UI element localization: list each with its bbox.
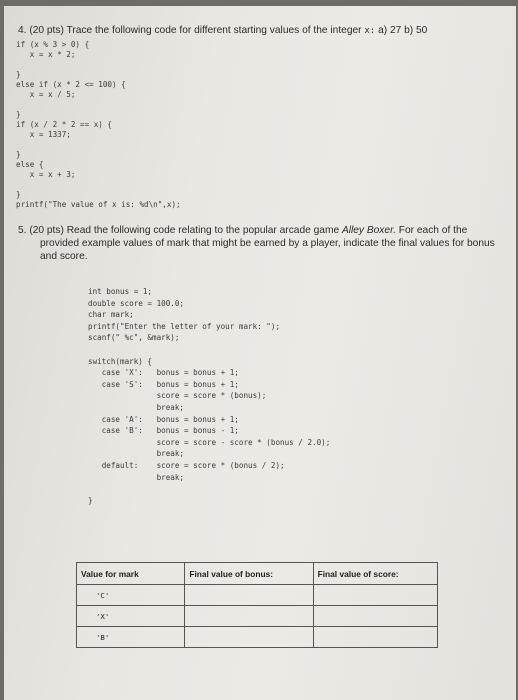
mark-value: 'X' [77, 606, 185, 627]
question-4-prompt [18, 24, 508, 38]
code-line: x = x + 3; [16, 170, 76, 179]
code-line: case 'A': bonus = bonus + 1; [88, 414, 239, 424]
table-row [77, 585, 438, 606]
code-line [16, 140, 181, 150]
code-line: default: score = score * (bonus / 2); [88, 460, 285, 470]
question-5-prompt [18, 224, 498, 263]
code-line: } [16, 70, 21, 79]
mark-value: 'C' [77, 585, 185, 606]
code-line: double score = 100.0; [88, 298, 185, 308]
q5-line3: and score. [40, 251, 88, 262]
score-answer-cell[interactable] [313, 606, 437, 627]
code-line: } [16, 110, 21, 119]
score-answer-cell[interactable] [313, 585, 437, 606]
q4-var: x: [364, 26, 376, 36]
header-score: Final value of score: [313, 563, 437, 585]
code-line: x = 1337; [16, 130, 71, 139]
code-line: printf("Enter the letter of your mark: "); [88, 321, 281, 331]
code-line: score = score - score * (bonus / 2.0); [88, 437, 331, 447]
code-line: scanf(" %c", &mark); [88, 333, 180, 343]
code-line [16, 180, 181, 190]
header-mark: Value for mark [77, 563, 185, 585]
code-line [16, 60, 181, 70]
code-line: } [88, 495, 93, 505]
code-line: case 'B': bonus = bonus - 1; [88, 426, 239, 436]
code-line: break; [88, 472, 185, 482]
q4-values: a) 27 b) 50 [375, 25, 428, 36]
code-line: if (x % 3 > 0) { [16, 40, 90, 49]
answer-table [76, 562, 438, 648]
code-line: x = x / 5; [16, 90, 76, 99]
q4-text: 4. (20 pts) Trace the following code for different starting values of the integer [18, 25, 365, 36]
code-line: case 'X': bonus = bonus + 1; [88, 368, 239, 378]
q5-line2: provided example values of mark that might be earned by a player, indicate the final values for bonus [40, 238, 495, 249]
mark-value: 'B' [77, 627, 185, 648]
q5-line1: 5. (20 pts) Read the following code relating to the popular arcade game [18, 225, 342, 236]
code-line: char mark; [88, 310, 134, 320]
code-line: } [16, 150, 21, 159]
q5-game-title: Alley Boxer. [341, 225, 396, 236]
code-line: if (x / 2 * 2 == x) { [16, 120, 113, 129]
table-row [77, 627, 438, 648]
score-answer-cell[interactable] [313, 627, 437, 648]
bonus-answer-cell[interactable] [185, 585, 313, 606]
q5-line1b: For each of the [395, 225, 468, 236]
table-row [77, 606, 438, 627]
code-line: break; [88, 402, 185, 412]
code-line: x = x * 2; [16, 50, 76, 59]
question-4-code [16, 40, 181, 210]
code-line: switch(mark) { [88, 356, 153, 366]
worksheet-page [4, 6, 516, 700]
code-line: case 'S': bonus = bonus + 1; [88, 379, 239, 389]
answer-table-header [77, 563, 438, 585]
code-line: score = score * (bonus); [88, 391, 267, 401]
header-bonus: Final value of bonus: [185, 563, 313, 585]
code-line [88, 344, 330, 356]
code-line: printf("The value of x is: %d\n",x); [16, 200, 181, 209]
bonus-answer-cell[interactable] [185, 606, 313, 627]
question-5-code [88, 286, 330, 506]
code-line: else if (x * 2 <= 100) { [16, 80, 126, 89]
code-line: int bonus = 1; [88, 287, 153, 296]
code-line: break; [88, 449, 185, 459]
code-line [88, 483, 330, 495]
code-line: else { [16, 160, 44, 169]
bonus-answer-cell[interactable] [185, 627, 313, 648]
code-line: } [16, 190, 21, 199]
code-line [16, 100, 181, 110]
